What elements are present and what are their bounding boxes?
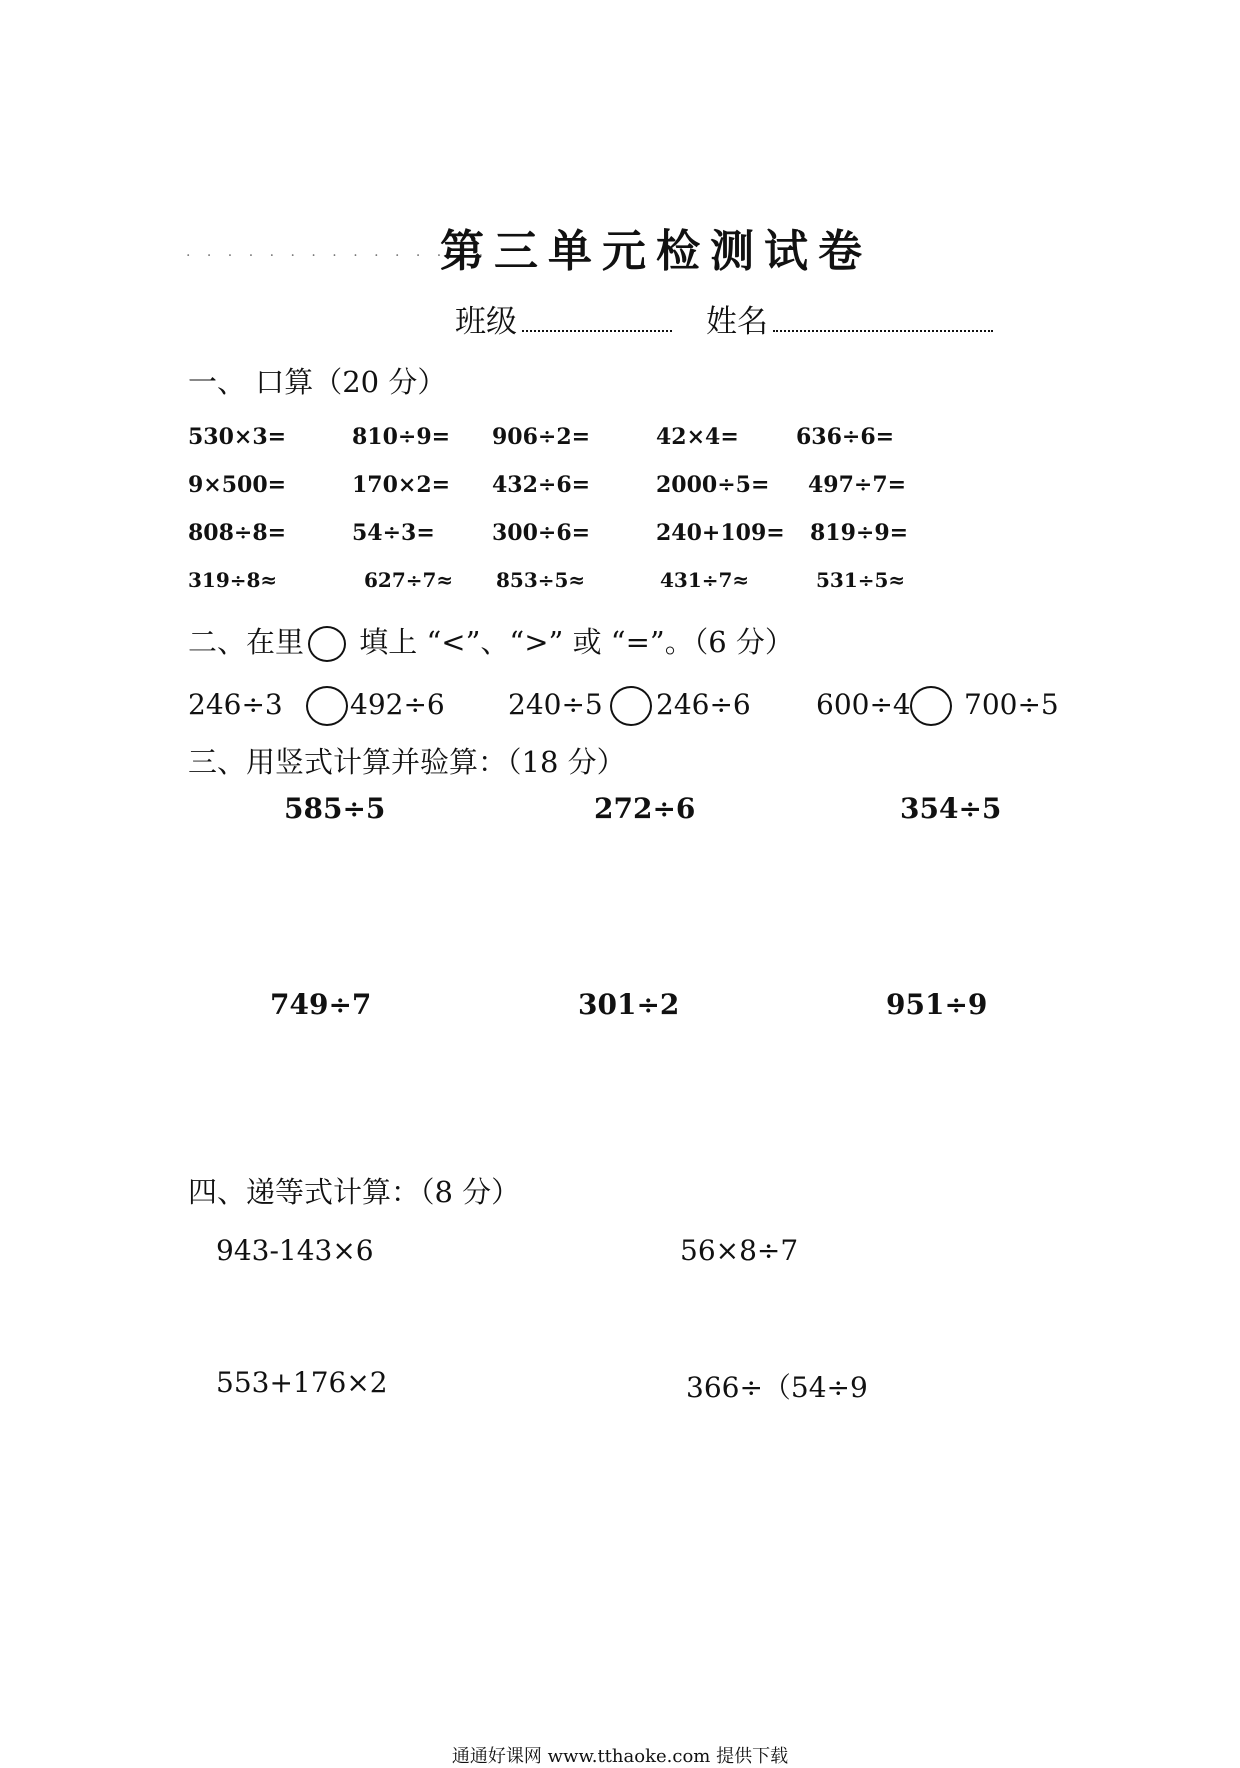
oral-problem: 627÷7≈ xyxy=(364,568,454,592)
vertical-problem: 749÷7 xyxy=(270,988,372,1021)
compare-right: 246÷6 xyxy=(656,688,751,721)
oral-problem: 906÷2= xyxy=(492,424,591,450)
compare-circle[interactable] xyxy=(306,686,348,726)
page-title: 第三单元检测试卷 xyxy=(440,226,872,277)
vertical-problem: 301÷2 xyxy=(578,988,680,1021)
oral-problem: 9×500= xyxy=(188,472,287,498)
class-field[interactable] xyxy=(522,306,672,332)
vertical-problem: 354÷5 xyxy=(900,792,1002,825)
oral-problem: 54÷3= xyxy=(352,520,435,546)
compare-circle[interactable] xyxy=(910,686,952,726)
step-problem: 943-143×6 xyxy=(216,1234,374,1267)
name-field[interactable] xyxy=(773,306,993,332)
compare-right: 492÷6 xyxy=(350,688,445,721)
decorative-dots: · · · · · · · · · · · · · · · xyxy=(186,248,490,264)
footer-text: 通通好课网 www.tthaoke.com 提供下载 xyxy=(451,1746,789,1767)
oral-problem: 819÷9= xyxy=(810,520,909,546)
vertical-problem: 951÷9 xyxy=(886,988,988,1021)
class-label: 班级 xyxy=(455,304,517,340)
oral-problem: 531÷5≈ xyxy=(816,568,906,592)
step-problem: 553+176×2 xyxy=(216,1366,388,1399)
oral-problem: 530×3= xyxy=(188,424,287,450)
section2-heading xyxy=(188,620,794,662)
oral-problem: 810÷9= xyxy=(352,424,451,450)
oral-problem: 853÷5≈ xyxy=(496,568,586,592)
step-problem: 56×8÷7 xyxy=(680,1234,799,1267)
section2-heading-pre: 二、在里 xyxy=(188,625,305,659)
step-problem: 366÷（54÷9 xyxy=(686,1371,868,1404)
compare-left: 240÷5 xyxy=(508,688,603,721)
vertical-problem: 272÷6 xyxy=(594,792,696,825)
name-label: 姓名 xyxy=(706,304,768,340)
compare-left: 600÷4 xyxy=(816,688,911,721)
oral-problem: 240+109= xyxy=(656,520,785,546)
oral-problem: 808÷8= xyxy=(188,520,287,546)
oral-problem: 431÷7≈ xyxy=(660,568,750,592)
compare-right: 700÷5 xyxy=(964,688,1059,721)
oral-problem: 636÷6= xyxy=(796,424,895,450)
compare-left: 246÷3 xyxy=(188,688,283,721)
circle-icon xyxy=(308,626,346,662)
oral-problem: 170×2= xyxy=(352,472,451,498)
oral-problem: 42×4= xyxy=(656,424,739,450)
compare-circle[interactable] xyxy=(610,686,652,726)
oral-problem: 300÷6= xyxy=(492,520,591,546)
section3-heading: 三、用竖式计算并验算：（18 分） xyxy=(188,745,626,779)
oral-problem: 2000÷5= xyxy=(656,472,770,498)
section2-heading-post: 填上 “<”、“>” 或 “=”。（6 分） xyxy=(350,625,794,659)
oral-problem: 432÷6= xyxy=(492,472,591,498)
oral-problem: 497÷7= xyxy=(808,472,907,498)
section4-heading: 四、递等式计算：（8 分） xyxy=(188,1175,521,1209)
vertical-problem: 585÷5 xyxy=(284,792,386,825)
oral-problem: 319÷8≈ xyxy=(188,568,278,592)
section1-heading: 一、 口算（20 分） xyxy=(188,365,447,399)
